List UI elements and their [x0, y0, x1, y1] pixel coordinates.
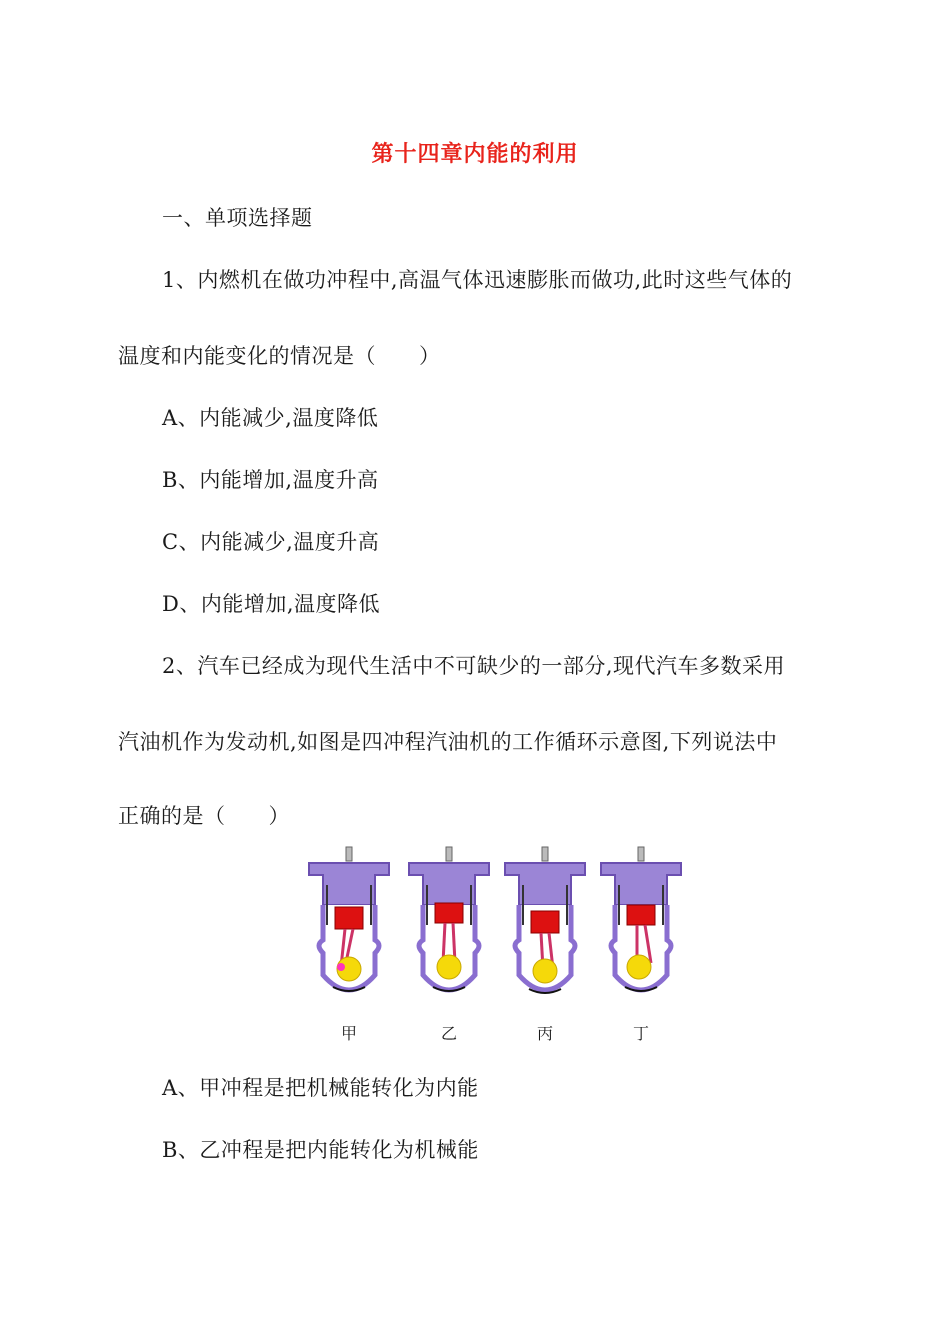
question-1-option-b: B、内能增加,温度升高: [162, 468, 379, 492]
figure-label-bing: 丙: [536, 1024, 553, 1043]
question-1-option-c: C、内能减少,温度升高: [162, 530, 380, 554]
question-1-option-a: A、内能减少,温度降低: [162, 406, 379, 430]
engine-diagram-jia: [305, 845, 393, 1005]
question-1-option-d: D、内能增加,温度降低: [162, 592, 381, 616]
engine-cycle-figure: [305, 845, 685, 1045]
question-2-line-1: 2、汽车已经成为现代生活中不可缺少的一部分,现代汽车多数采用: [162, 654, 786, 678]
figure-label-ding: 丁: [632, 1024, 649, 1043]
engine-diagram-yi: [405, 845, 493, 1005]
chapter-title: 第十四章内能的利用: [371, 142, 579, 167]
section-heading: 一、单项选择题: [162, 206, 313, 230]
engine-diagram-ding: [597, 845, 685, 1005]
engine-diagram-bing: [501, 845, 589, 1005]
question-1-line-1: 1、内燃机在做功冲程中,高温气体迅速膨胀而做功,此时这些气体的: [162, 268, 793, 292]
question-2-line-2: 汽油机作为发动机,如图是四冲程汽油机的工作循环示意图,下列说法中: [118, 730, 778, 754]
question-2-option-b: B、乙冲程是把内能转化为机械能: [162, 1138, 479, 1162]
question-2-option-a: A、甲冲程是把机械能转化为内能: [162, 1076, 479, 1100]
question-1-line-2: 温度和内能变化的情况是（ ）: [118, 344, 441, 368]
figure-label-yi: 乙: [440, 1024, 457, 1043]
question-2-line-3: 正确的是（ ）: [118, 804, 290, 828]
figure-label-jia: 甲: [340, 1024, 357, 1043]
